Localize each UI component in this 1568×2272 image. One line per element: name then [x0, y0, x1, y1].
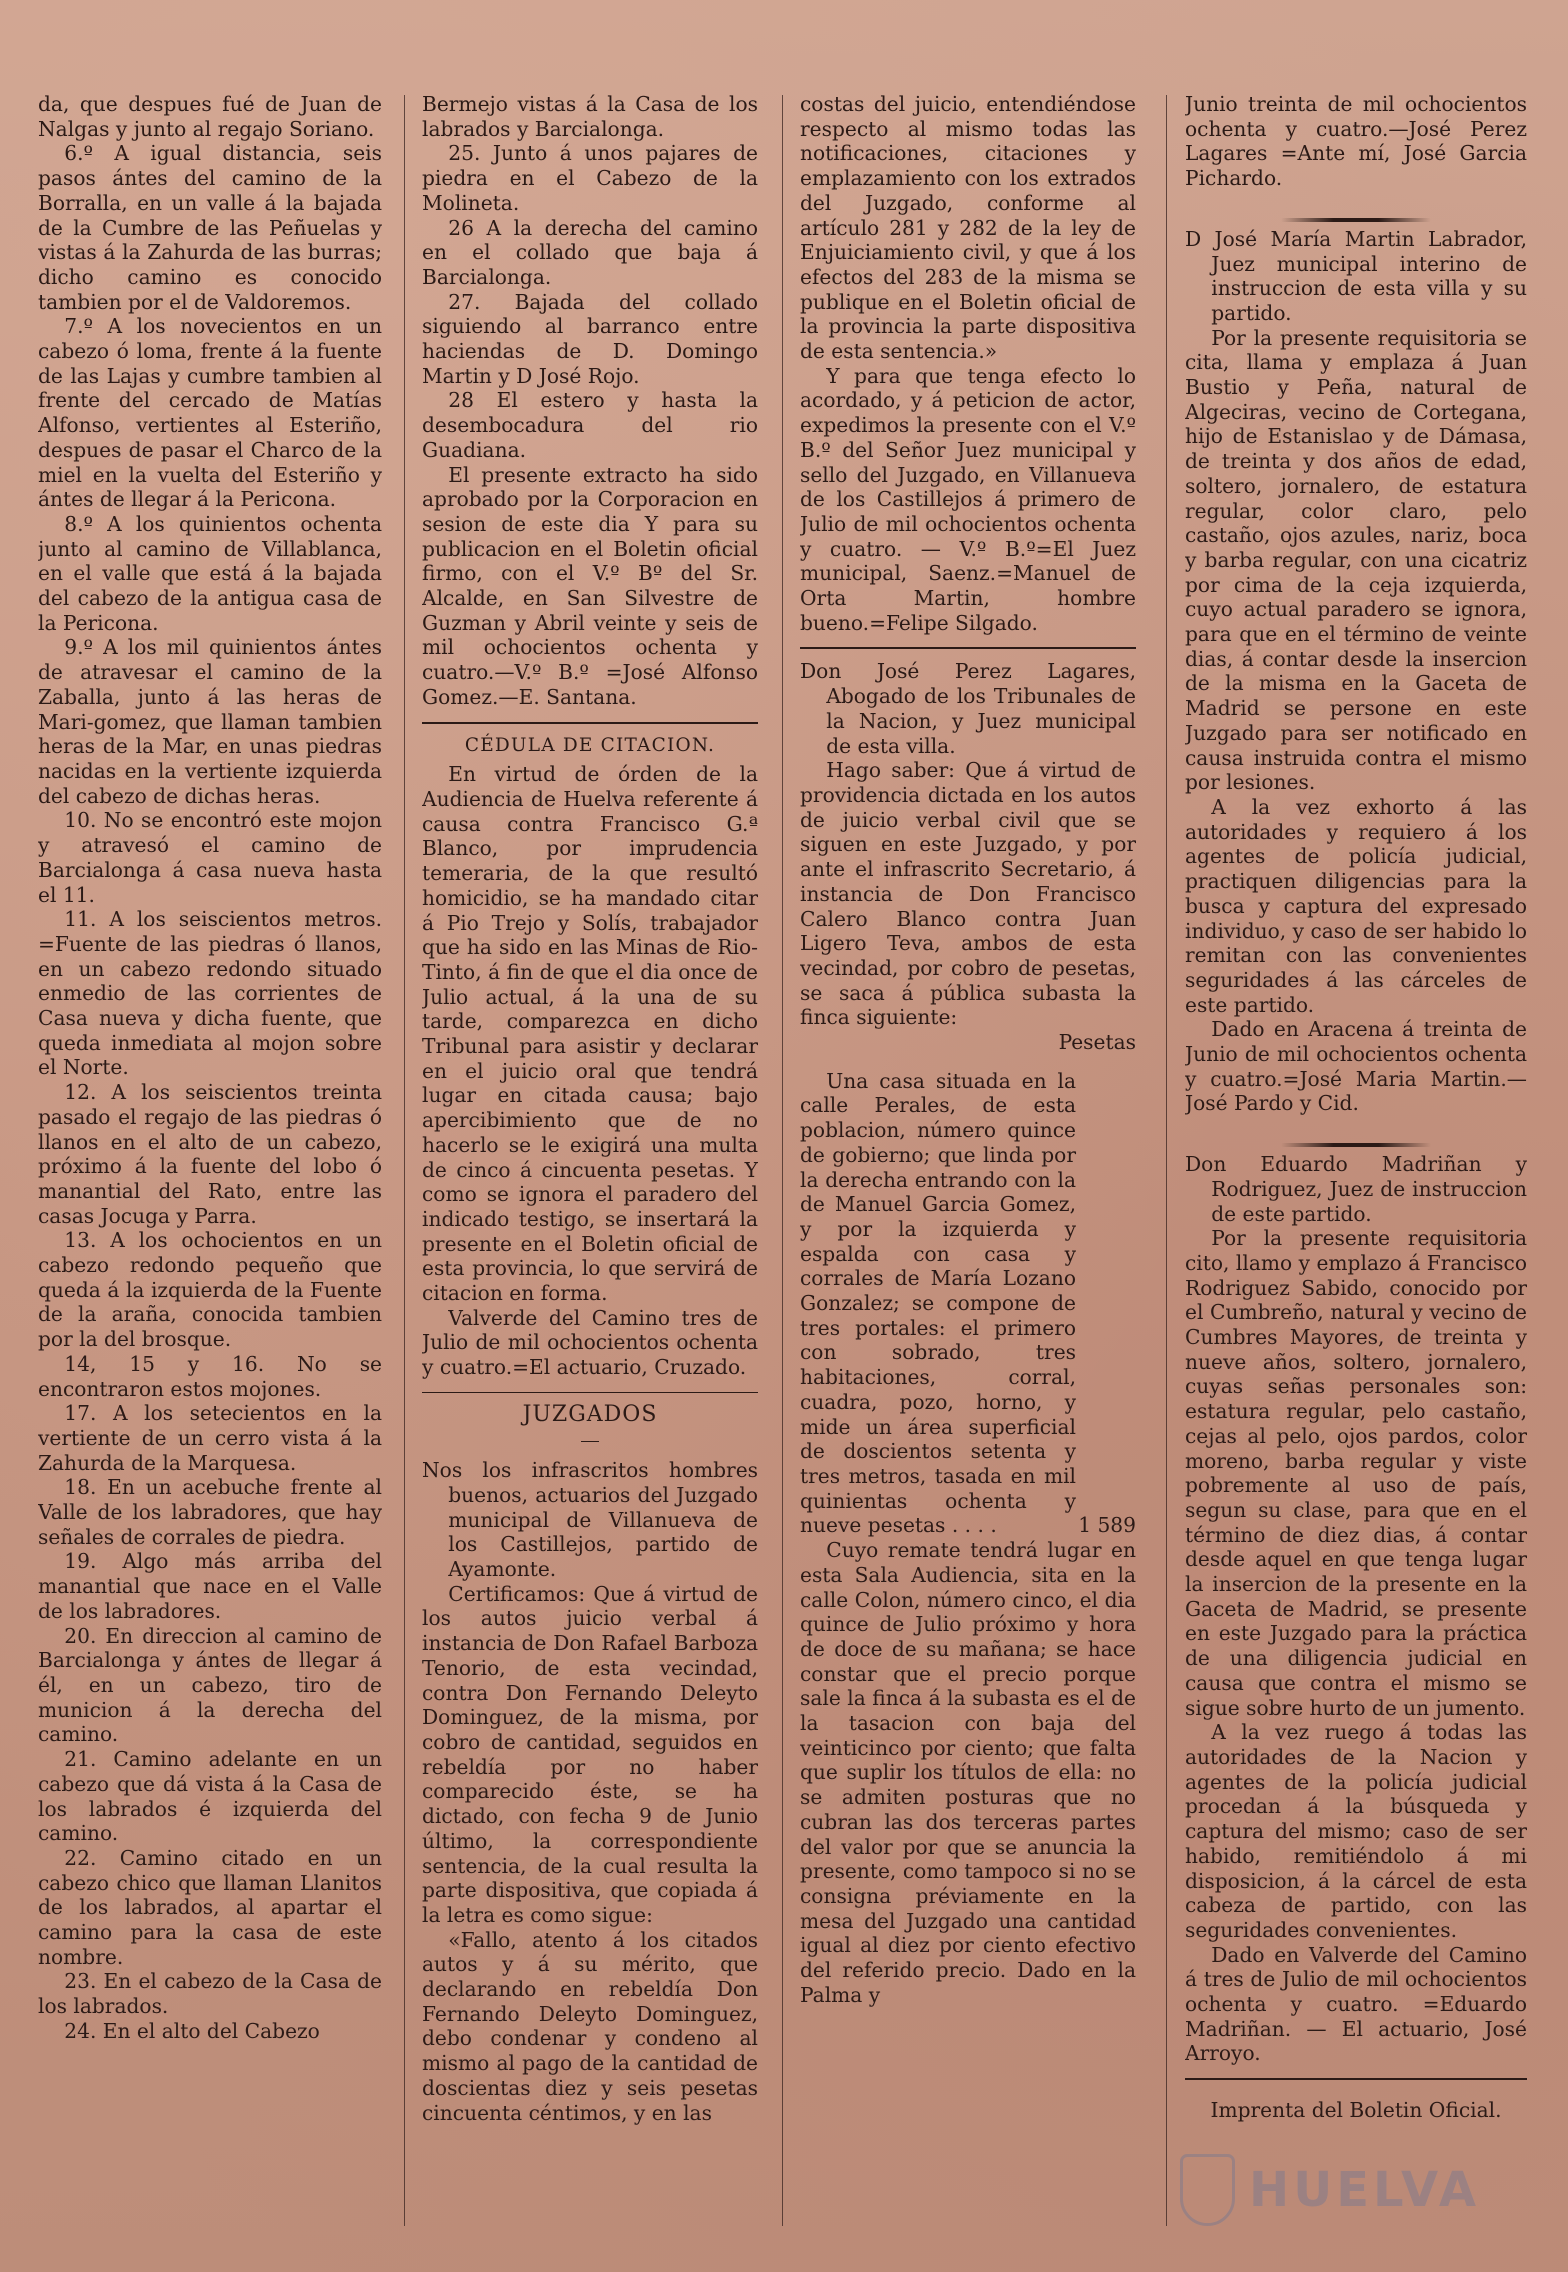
paragraph: 21. Camino adelante en un cabezo que dá vista á la Casa de los labrados é izquierda del camino. [38, 1747, 382, 1846]
paragraph: 22. Camino citado en un cabezo chico que llaman Llanitos de los labrados, al apartar el camino para la casa de este nombre. [38, 1845, 382, 1969]
column-2 [422, 92, 758, 2232]
paragraph: En virtud de órden de la Audiencia de Huelva referente á causa contra Francisco G.ª Blanco, por imprudencia temeraria, de la que resultó homicidio, se ha mandado citar á Pio Trejo y Solís, trabajador que ha sido en las Minas de Rio-Tinto, á fin de que el dia once de Julio actual, á la una de su tarde, comparezca en dicho Tribunal para asistir y declarar en el juicio oral que tendrá lugar en citada causa; bajo apercibimiento que de no hacerlo se le exigirá una multa de cinco á cincuenta pesetas. Y como se ignora el paradero del indicado testigo, se insertará la presente en el Boletin oficial de esta provincia, lo que servirá de citacion en forma. [422, 762, 758, 1306]
paragraph: 20. En direccion al camino de Barcialonga y ántes de llegar á él, en un cabezo, tiro de municion á la derecha del camino. [38, 1623, 382, 1747]
paragraph: A la vez exhorto á las autoridades y requiero á los agentes de policía judicial, practiquen diligencias para la busca y captura del expresado individuo, y caso de ser habido lo remitan con las convenientes seguridades á las cárceles de este partido. [1185, 794, 1527, 1017]
column-4 [1185, 92, 1527, 2232]
heading-dash [422, 1428, 758, 1453]
paragraph: 9.º A los mil quinientos ántes de atravesar el camino de la Zaballa, junto á las heras de Mari-gomez, que llaman tambien heras de la Mar, en unas piedras nacidas en la vertiente izquierda del cabezo de dichas heras. [38, 635, 382, 808]
column-3 [800, 92, 1136, 2232]
paragraph: 24. En el alto del Cabezo [64, 2018, 320, 2043]
paragraph: costas del juicio, entendiéndose respecto al mismo todas las notificaciones, citaciones y emplazamiento con los extrados del Juzgado, conforme al artículo 281 y 282 de la ley de Enjuiciamiento civil, y que á los efectos del 283 de la misma se publique en el Boletin oficial de la provincia la parte dispositiva de esta sentencia.» [800, 92, 1136, 364]
paragraph: 19. Algo más arriba del manantial que nace en el Valle de los labradores. [38, 1549, 382, 1623]
paragraph: 14, 15 y 16. No se encontraron estos mojones. [38, 1351, 382, 1401]
finca-description: Una casa situada en la calle Perales, de esta poblacion, número quince de gobierno; que linda por la derecha entrando con la de Manuel Garcia Gomez, y por la izquierda y espalda con casa y corrales de María Lozano Gonzalez; se compone de tres portales: el primero con sobrado, tres habitaciones, corral, cuadra, pozo, horno, y mide un área superficial de doscientos setenta y tres metros, tasada en mil quinientas ochenta y nueve pesetas . . . . [800, 1068, 1076, 1538]
paragraph: Valverde del Camino tres de Julio de mil ochocientos ochenta y cuatro.=El actuario, Cruzado. [422, 1305, 758, 1380]
section-heading-juzgados: JUZGADOS [522, 1401, 658, 1427]
printer-imprint: Imprenta del Boletin Oficial. [1210, 2098, 1502, 2123]
paragraph: 7.º A los novecientos en un cabezo ó loma, frente á la fuente de las Lajas y cumbre tambien al frente del cercado de Matías Alfonso, vertientes al Esteriño, despues de pasar el Charco de la miel en la vuelta del Esteriño y ántes de llegar á la Pericona. [38, 314, 382, 512]
notice-intro: D José María Martin Labrador, Juez municipal interino de instruccion de esta villa y su partido. [1185, 226, 1527, 325]
paragraph: Hago saber: Que á virtud de providencia dictada en los autos de juicio verbal civil que se siguen en este Juzgado, y por ante el infrascrito Secretario, á instancia de Don Francisco Calero Blanco contra Juan Ligero Teva, ambos de esta vecindad, por cobro de pesetas, se saca á pública subasta la finca siguiente: [800, 758, 1136, 1030]
pesetas-header: Pesetas [1058, 1030, 1136, 1055]
notice-intro: Don Eduardo Madriñan y Rodriguez, Juez de instruccion de este partido. [1185, 1152, 1527, 1226]
paragraph: 27. Bajada del collado siguiendo al barranco entre haciendas de D. Domingo Martin y D José Rojo. [422, 289, 758, 388]
column-divider [1166, 95, 1167, 2226]
paragraph: 11. A los seiscientos metros. =Fuente de las piedras ó llanos, en un cabezo redondo situado enmedio de las corrientes de Casa nueva y dicha fuente, que queda inmediata al mojon sobre el Norte. [38, 907, 382, 1080]
column-1 [38, 92, 382, 2232]
paragraph: 25. Junto á unos pajares de piedra en el Cabezo de la Molineta. [422, 141, 758, 215]
paragraph: 26 A la derecha del camino en el collado que baja á Barcialonga. [422, 215, 758, 289]
paragraph: 18. En un acebuche frente al Valle de los labradores, que hay señales de corrales de piedra. [38, 1475, 382, 1549]
section-divider [800, 647, 1136, 649]
coat-of-arms-icon [1180, 2154, 1235, 2226]
paragraph: da, que despues fué de Juan de Nalgas y junto al regajo Soriano. [38, 92, 382, 141]
finca-amount: 1 589 [1078, 1513, 1136, 1538]
column-divider [782, 95, 783, 2226]
paragraph: 13. A los ochocientos en un cabezo redondo pequeño que queda á la izquierda de la Fuente de la araña, conocida tambien por la del brosque. [38, 1228, 382, 1352]
paragraph: Junio treinta de mil ochocientos ochenta y cuatro.—José Perez Lagares =Ante mí, José Garcia Pichardo. [1185, 92, 1527, 191]
section-divider [422, 722, 758, 724]
paragraph: 8.º A los quinientos ochenta junto al camino de Villablanca, en el valle que está á la bajada del cabezo de la antigua casa de la Pericona. [38, 511, 382, 635]
paragraph: Dado en Valverde del Camino á tres de Julio de mil ochocientos ochenta y cuatro. =Eduardo Madriñan. — El actuario, José Arroyo. [1185, 1942, 1527, 2066]
watermark-text: HUELVA [1249, 2162, 1480, 2218]
paragraph: A la vez ruego á todas las autoridades de la Nacion y agentes de la policía judicial procedan á la búsqueda y captura del mismo; caso de ser habido, remitiéndolo á mi disposicion, á la cárcel de esta cabeza de partido, con las seguridades convenientes. [1185, 1720, 1527, 1942]
paragraph: Y para que tenga efecto lo acordado, y á peticion de actor, expedimos la presente con el V.º B.º del Señor Juez municipal y sello del Juzgado, en Villanueva de los Castillejos á primero de Julio de mil ochocientos ochenta y cuatro. — V.º B.º=El Juez municipal, Saenz.=Manuel de Orta Martin, hombre bueno.=Felipe Silgado. [800, 363, 1136, 635]
paragraph: El presente extracto ha sido aprobado por la Corporacion en sesion de este dia Y para su publicacion en el Boletin oficial firmo, con el V.º Bº del Sr. Alcalde, en San Silvestre de Guzman y Abril veinte y seis de mil ochocientos ochenta y cuatro.—V.º B.º =José Alfonso Gomez.—E. Santana. [422, 462, 758, 709]
paragraph: Bermejo vistas á la Casa de los labrados y Barcialonga. [422, 92, 758, 141]
paragraph: 28 El estero y hasta la desembocadura del rio Guadiana. [422, 388, 758, 462]
paragraph: 17. A los setecientos en la vertiente de un cerro vista á la Zahurda de la Marquesa. [38, 1401, 382, 1475]
ornament-divider [1185, 1128, 1527, 1138]
paragraph: 10. No se encontró este mojon y atravesó el camino de Barcialonga á casa nueva hasta el 11. [38, 808, 382, 907]
paragraph: Certificamos: Que á virtud de los autos juicio verbal á instancia de Don Rafael Barboza Tenorio, de esta vecindad, contra Don Fernando Deleyto Dominguez, de la misma, por cobro de cantidad, seguidos en rebeldía por no haber comparecido éste, se ha dictado, con fecha 9 de Junio último, la correspondiente sentencia, de la cual resulta la parte dispositiva, que copiada á la letra es como sigue: [422, 1581, 758, 1927]
ornament-divider [1185, 203, 1527, 213]
paragraph: 23. En el cabezo de la Casa de los labrados. [38, 1969, 382, 2019]
paragraph: Cuyo remate tendrá lugar en esta Sala Audiencia, sita en la calle Colon, número cinco, el dia quince de Julio próximo y hora de doce de su mañana; se hace constar que el precio porque sale la finca á la subasta es el de la tasacion con baja del veinticinco por ciento; que falta que suplir los títulos de ella: no se admiten posturas que no cubran las dos terceras partes del valor por que se anuncia la presente, como tampoco si no se consigna préviamente en la mesa del Juzgado una cantidad igual al diez por ciento efectivo del referido precio. Dado en la Palma y [800, 1538, 1136, 2007]
notice-intro: Don José Perez Lagares, Abogado de los Tribunales de la Nacion, y Juez municipal de esta villa. [800, 659, 1136, 758]
paragraph: Por la presente requisitoria cito, llamo y emplazo á Francisco Rodriguez Sabido, conocido por el Cumbreño, natural y vecino de Cumbres Mayores, de treinta y nueve años, soltero, jornalero, cuyas señas personales son: estatura regular, pelo castaño, cejas al pelo, ojos pardos, color moreno, barba regular y viste pobremente al uso de país, segun su clase, para que en el término de diez dias, á contar desde aquel en que tenga lugar la insercion de la presente en la Gaceta de Madrid, se presente en este Juzgado para la práctica de una diligencia judicial en causa que contra el mismo se sigue sobre hurto de un jumento. [1185, 1226, 1527, 1720]
notice-intro: Nos los infrascritos hombres buenos, actuarios del Juzgado municipal de Villanueva de los Castillejos, partido de Ayamonte. [422, 1458, 758, 1582]
paragraph: 6.º A igual distancia, seis pasos ántes del camino de la Borralla, en un valle á la bajada de la Cumbre de las Peñuelas y vistas á la Zahurda de las burras; dicho camino es conocido tambien por el de Valdoremos. [38, 141, 382, 314]
section-divider [422, 1392, 758, 1393]
column-divider [404, 95, 405, 2226]
paragraph: «Fallo, atento á los citados autos y á su mérito, que declarando en rebeldía Don Fernando Deleyto Dominguez, debo condenar y condeno al mismo al pago de la cantidad de doscientas diez y seis pesetas cincuenta céntimos, y en las [422, 1927, 758, 2125]
paragraph: Dado en Aracena á treinta de Junio de mil ochocientos ochenta y cuatro.=José Maria Martin.— José Pardo y Cid. [1185, 1017, 1527, 1116]
section-heading-cedula: CÉDULA DE CITACION. [464, 734, 716, 756]
archive-watermark [1180, 2145, 1480, 2235]
section-divider [1185, 2078, 1527, 2080]
paragraph: 12. A los seiscientos treinta pasado el regajo de las piedras ó llanos en el alto de un cabezo, próximo á la fuente del lobo ó manantial del Rato, entre las casas Jocuga y Parra. [38, 1080, 382, 1228]
paragraph: Por la presente requisitoria se cita, llama y emplaza á Juan Bustio y Peña, natural de Algeciras, vecino de Cortegana, hijo de Estanislao y de Dámasa, de treinta y dos años de edad, soltero, jornalero, de estatura regular, color claro, pelo castaño, ojos azules, nariz, boca y barba regular, con una cicatriz por cima de la ceja izquierda, cuyo actual paradero se ignora, para que en el término de veinte dias, á contar desde la insercion de la misma en la Gaceta de Madrid se persone en este Juzgado para ser notificado en causa instruida contra el mismo por lesiones. [1185, 325, 1527, 795]
